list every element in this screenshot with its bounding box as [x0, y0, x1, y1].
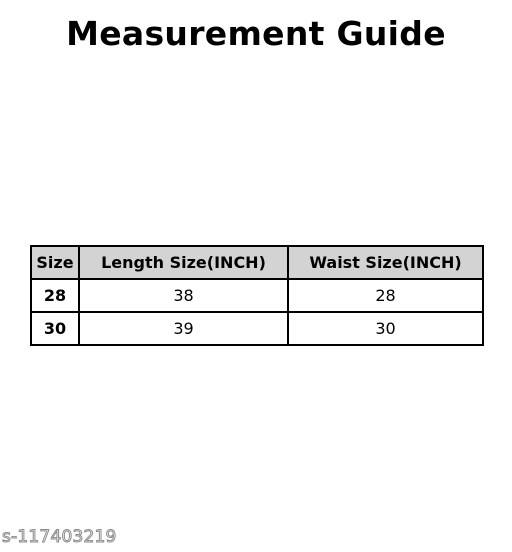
- size-cell: 28: [31, 279, 79, 312]
- table-row: [31, 312, 483, 345]
- length-cell: 38: [79, 279, 288, 312]
- table-row: [31, 279, 483, 312]
- product-id-watermark: s-117403219: [2, 527, 117, 547]
- length-cell: 39: [79, 312, 288, 345]
- waist-cell: 28: [288, 279, 483, 312]
- waist-cell: 30: [288, 312, 483, 345]
- header-length-size: Length Size(INCH): [79, 246, 288, 279]
- header-size: Size: [31, 246, 79, 279]
- header-waist-size: Waist Size(INCH): [288, 246, 483, 279]
- page-title: Measurement Guide: [66, 14, 446, 53]
- size-cell: 30: [31, 312, 79, 345]
- table-header-row: [31, 246, 483, 279]
- measurement-table: [30, 245, 484, 346]
